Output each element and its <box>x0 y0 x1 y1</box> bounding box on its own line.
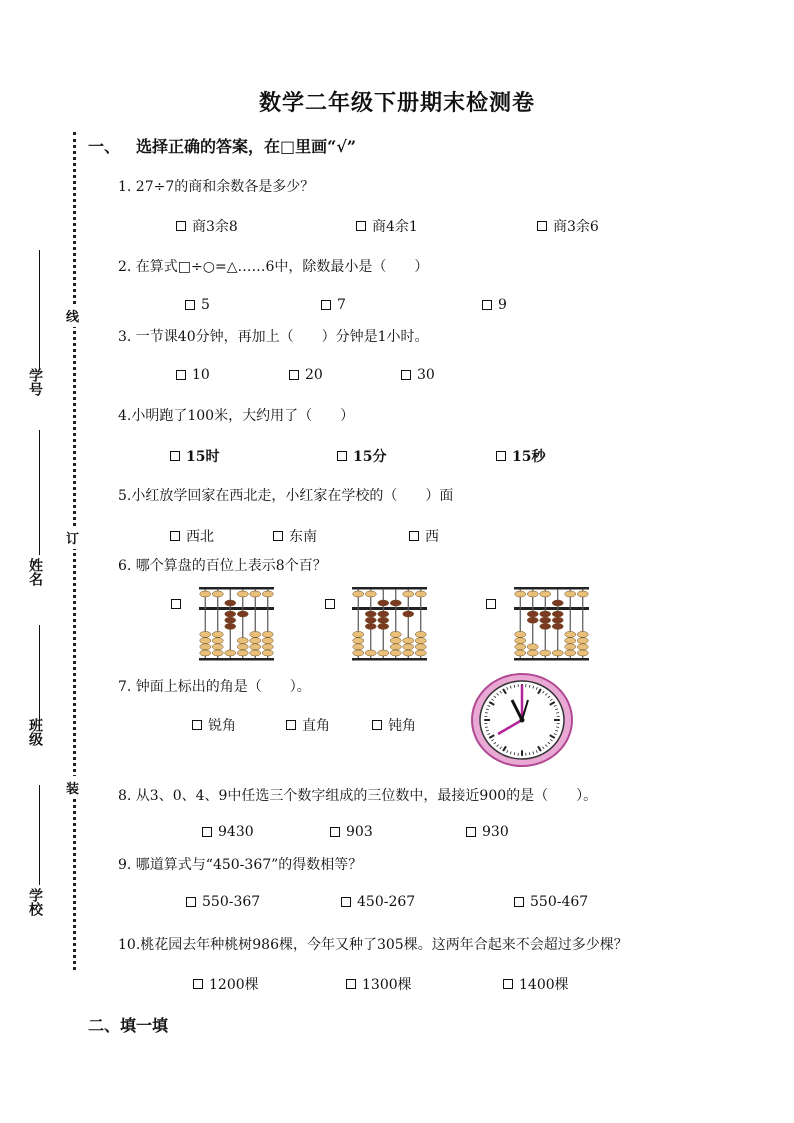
checkbox[interactable] <box>537 221 547 231</box>
q4-option-b[interactable]: 15分 <box>337 446 386 466</box>
q3-option-c[interactable]: 30 <box>401 367 435 383</box>
school-underline <box>39 785 40 885</box>
abacus-b <box>352 586 427 662</box>
checkbox[interactable] <box>337 451 347 461</box>
checkbox[interactable] <box>185 300 195 310</box>
checkbox[interactable] <box>341 897 351 907</box>
checkbox[interactable] <box>192 720 202 730</box>
id-label: 学号 <box>27 368 43 396</box>
q2-option-c[interactable]: 9 <box>482 297 507 313</box>
clock-icon <box>470 672 574 768</box>
section2-heading: 二、填一填 <box>88 1016 169 1035</box>
q8-option-c[interactable]: 930 <box>466 824 509 840</box>
q4-option-a[interactable]: 15时 <box>170 446 219 466</box>
q10-option-a[interactable]: 1200棵 <box>193 974 259 994</box>
q5-option-c[interactable]: 西 <box>409 526 439 546</box>
checkbox[interactable] <box>356 221 366 231</box>
q3-option-a[interactable]: 10 <box>176 367 210 383</box>
school-label: 学校 <box>27 888 43 916</box>
q9-option-b[interactable]: 450-267 <box>341 894 415 910</box>
checkbox[interactable] <box>289 370 299 380</box>
q8-option-a[interactable]: 9430 <box>202 824 254 840</box>
abacus-a <box>199 586 274 662</box>
question-10: 10.桃花园去年种桃树986棵，今年又种了305棵。这两年合起来不会超过多少棵？ <box>118 937 628 953</box>
checkbox[interactable] <box>170 531 180 541</box>
q1-option-b[interactable]: 商4余1 <box>356 216 418 236</box>
q5-option-a[interactable]: 西北 <box>170 526 214 546</box>
checkbox[interactable] <box>372 720 382 730</box>
abacus-c <box>514 586 589 662</box>
question-1: 1. 27÷7的商和余数各是多少？ <box>118 179 315 195</box>
binding-mark-xian: 线 <box>66 304 79 327</box>
question-6: 6. 哪个算盘的百位上表示8个百？ <box>118 558 327 574</box>
binding-dotted-line <box>73 132 76 970</box>
q2-option-b[interactable]: 7 <box>321 297 346 313</box>
question-2: 2. 在算式□÷○=△……6中，除数最小是（ ） <box>118 259 429 275</box>
checkbox[interactable] <box>346 979 356 989</box>
checkbox[interactable] <box>176 221 186 231</box>
q9-option-a[interactable]: 550-367 <box>186 894 260 910</box>
question-9: 9. 哪道算式与“450-367”的得数相等？ <box>118 857 363 873</box>
checkbox[interactable] <box>321 300 331 310</box>
checkbox[interactable] <box>401 370 411 380</box>
checkbox[interactable] <box>193 979 203 989</box>
question-3: 3. 一节课40分钟，再加上（ ）分钟是1小时。 <box>118 329 429 345</box>
name-label: 姓名 <box>27 558 43 586</box>
checkbox[interactable] <box>466 827 476 837</box>
q10-option-c[interactable]: 1400棵 <box>503 974 569 994</box>
class-label: 班级 <box>27 718 43 746</box>
checkbox[interactable] <box>503 979 513 989</box>
name-underline <box>39 430 40 555</box>
checkbox[interactable] <box>482 300 492 310</box>
q5-option-b[interactable]: 东南 <box>273 526 317 546</box>
id-underline <box>39 250 40 370</box>
q7-option-a[interactable]: 锐角 <box>192 715 236 735</box>
checkbox[interactable] <box>202 827 212 837</box>
question-8: 8. 从3、0、4、9中任选三个数字组成的三位数中，最接近900的是（ ）。 <box>118 788 598 804</box>
q6-option-c-checkbox[interactable] <box>486 599 496 609</box>
q6-option-a-checkbox[interactable] <box>171 599 181 609</box>
q8-option-b[interactable]: 903 <box>330 824 373 840</box>
checkbox[interactable] <box>170 451 180 461</box>
q2-option-a[interactable]: 5 <box>185 297 210 313</box>
binding-mark-zhuang: 装 <box>66 776 79 799</box>
q3-option-b[interactable]: 20 <box>289 367 323 383</box>
q6-option-b-checkbox[interactable] <box>325 599 335 609</box>
checkbox[interactable] <box>496 451 506 461</box>
checkbox[interactable] <box>176 370 186 380</box>
class-underline <box>39 625 40 720</box>
checkbox[interactable] <box>273 531 283 541</box>
q4-option-c[interactable]: 15秒 <box>496 446 545 466</box>
checkbox[interactable] <box>186 897 196 907</box>
q7-option-c[interactable]: 钝角 <box>372 715 416 735</box>
q1-option-c[interactable]: 商3余6 <box>537 216 599 236</box>
checkbox[interactable] <box>409 531 419 541</box>
q7-option-b[interactable]: 直角 <box>286 715 330 735</box>
section1-heading: 选择正确的答案，在□里画“√” <box>136 137 357 156</box>
q9-option-c[interactable]: 550-467 <box>514 894 588 910</box>
question-4: 4.小明跑了100米，大约用了（ ） <box>118 408 355 424</box>
section1-number: 一、 <box>88 137 121 156</box>
q10-option-b[interactable]: 1300棵 <box>346 974 412 994</box>
q1-option-a[interactable]: 商3余8 <box>176 216 238 236</box>
checkbox[interactable] <box>286 720 296 730</box>
checkbox[interactable] <box>514 897 524 907</box>
page-title: 数学二年级下册期末检测卷 <box>258 90 535 116</box>
checkbox[interactable] <box>330 827 340 837</box>
question-5: 5.小红放学回家在西北走，小红家在学校的（ ）面 <box>118 488 454 504</box>
binding-mark-ding: 订 <box>66 526 79 549</box>
question-7: 7. 钟面上标出的角是（ ）。 <box>118 679 311 695</box>
